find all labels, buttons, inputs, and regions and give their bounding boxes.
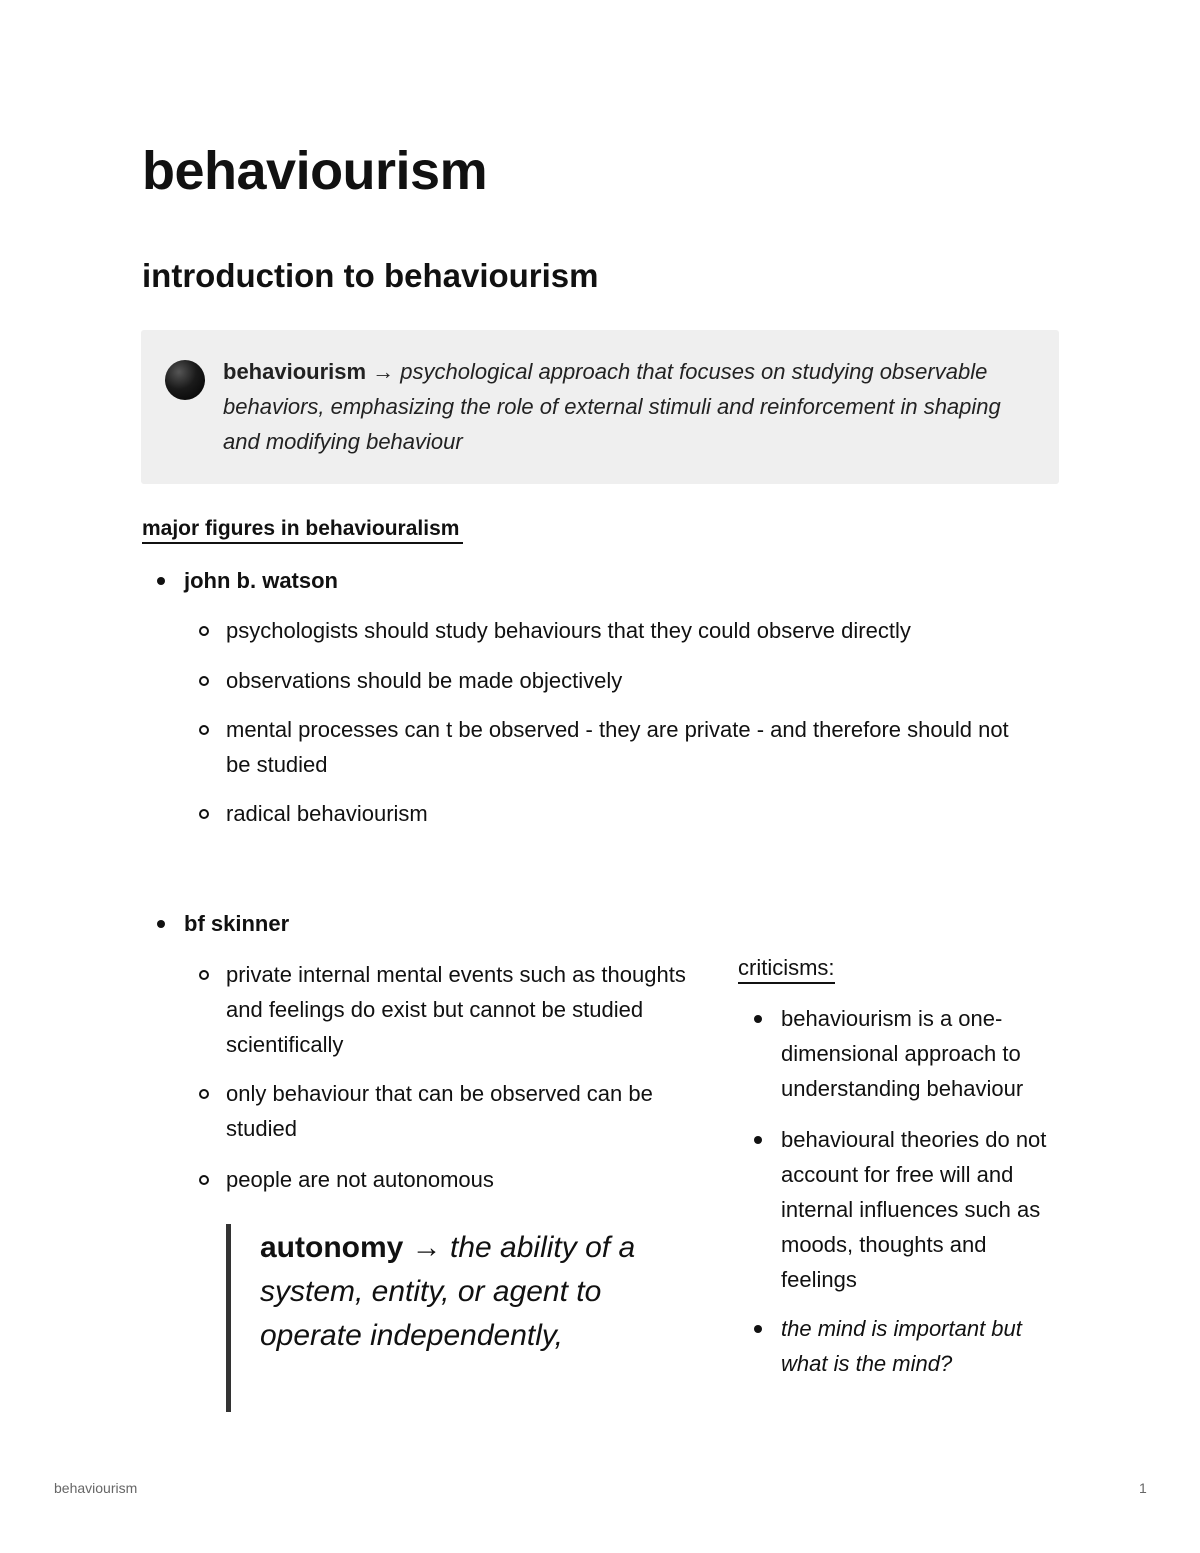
criticisms-heading: criticisms: xyxy=(738,954,835,984)
footer-doc-name: behaviourism xyxy=(54,1480,138,1496)
skinner-point: private internal mental events such as thoughts and feelings do exist but cannot be studied scientifically xyxy=(226,957,701,1062)
definition-callout xyxy=(141,330,1059,484)
section-heading: introduction to behaviourism xyxy=(142,257,599,294)
figure-watson: john b. watson xyxy=(184,563,338,598)
quote-term: autonomy → xyxy=(260,1231,442,1264)
watson-point: observations should be made objectively xyxy=(226,663,1046,698)
callout-text xyxy=(223,354,1023,459)
callout-term: behaviourism → xyxy=(223,359,395,384)
criticism-item: behavioural theories do not account for free will and internal influences such as moods, thoughts and feelings xyxy=(781,1122,1051,1297)
major-figures-heading: major figures in behaviouralism xyxy=(142,517,463,544)
watson-point: mental processes can t be observed - they are private - and therefore should not be studied xyxy=(226,712,1026,782)
quote-definition: the ability of a system, entity, or agent to operate independently, xyxy=(260,1231,636,1352)
page-number: 1 xyxy=(1139,1480,1147,1496)
criticism-item: behaviourism is a one-dimensional approach to understanding behaviour xyxy=(781,1001,1066,1106)
criticism-item: the mind is important but what is the mind? xyxy=(781,1311,1066,1381)
autonomy-quote xyxy=(226,1224,691,1412)
page-title: behaviourism xyxy=(142,141,488,201)
quote-text xyxy=(260,1226,680,1358)
figure-skinner: bf skinner xyxy=(184,906,289,941)
watson-point: radical behaviourism xyxy=(226,796,1046,831)
skinner-point: only behaviour that can be observed can be studied xyxy=(226,1076,701,1146)
callout-definition: psychological approach that focuses on studying observable behaviors, emphasizing the role of external stimuli and reinforcement in shaping and modifying behaviour xyxy=(223,359,1001,454)
watson-point: psychologists should study behaviours that they could observe directly xyxy=(226,613,1046,648)
skinner-point: people are not autonomous xyxy=(226,1162,701,1197)
black-circle-icon xyxy=(165,360,205,400)
